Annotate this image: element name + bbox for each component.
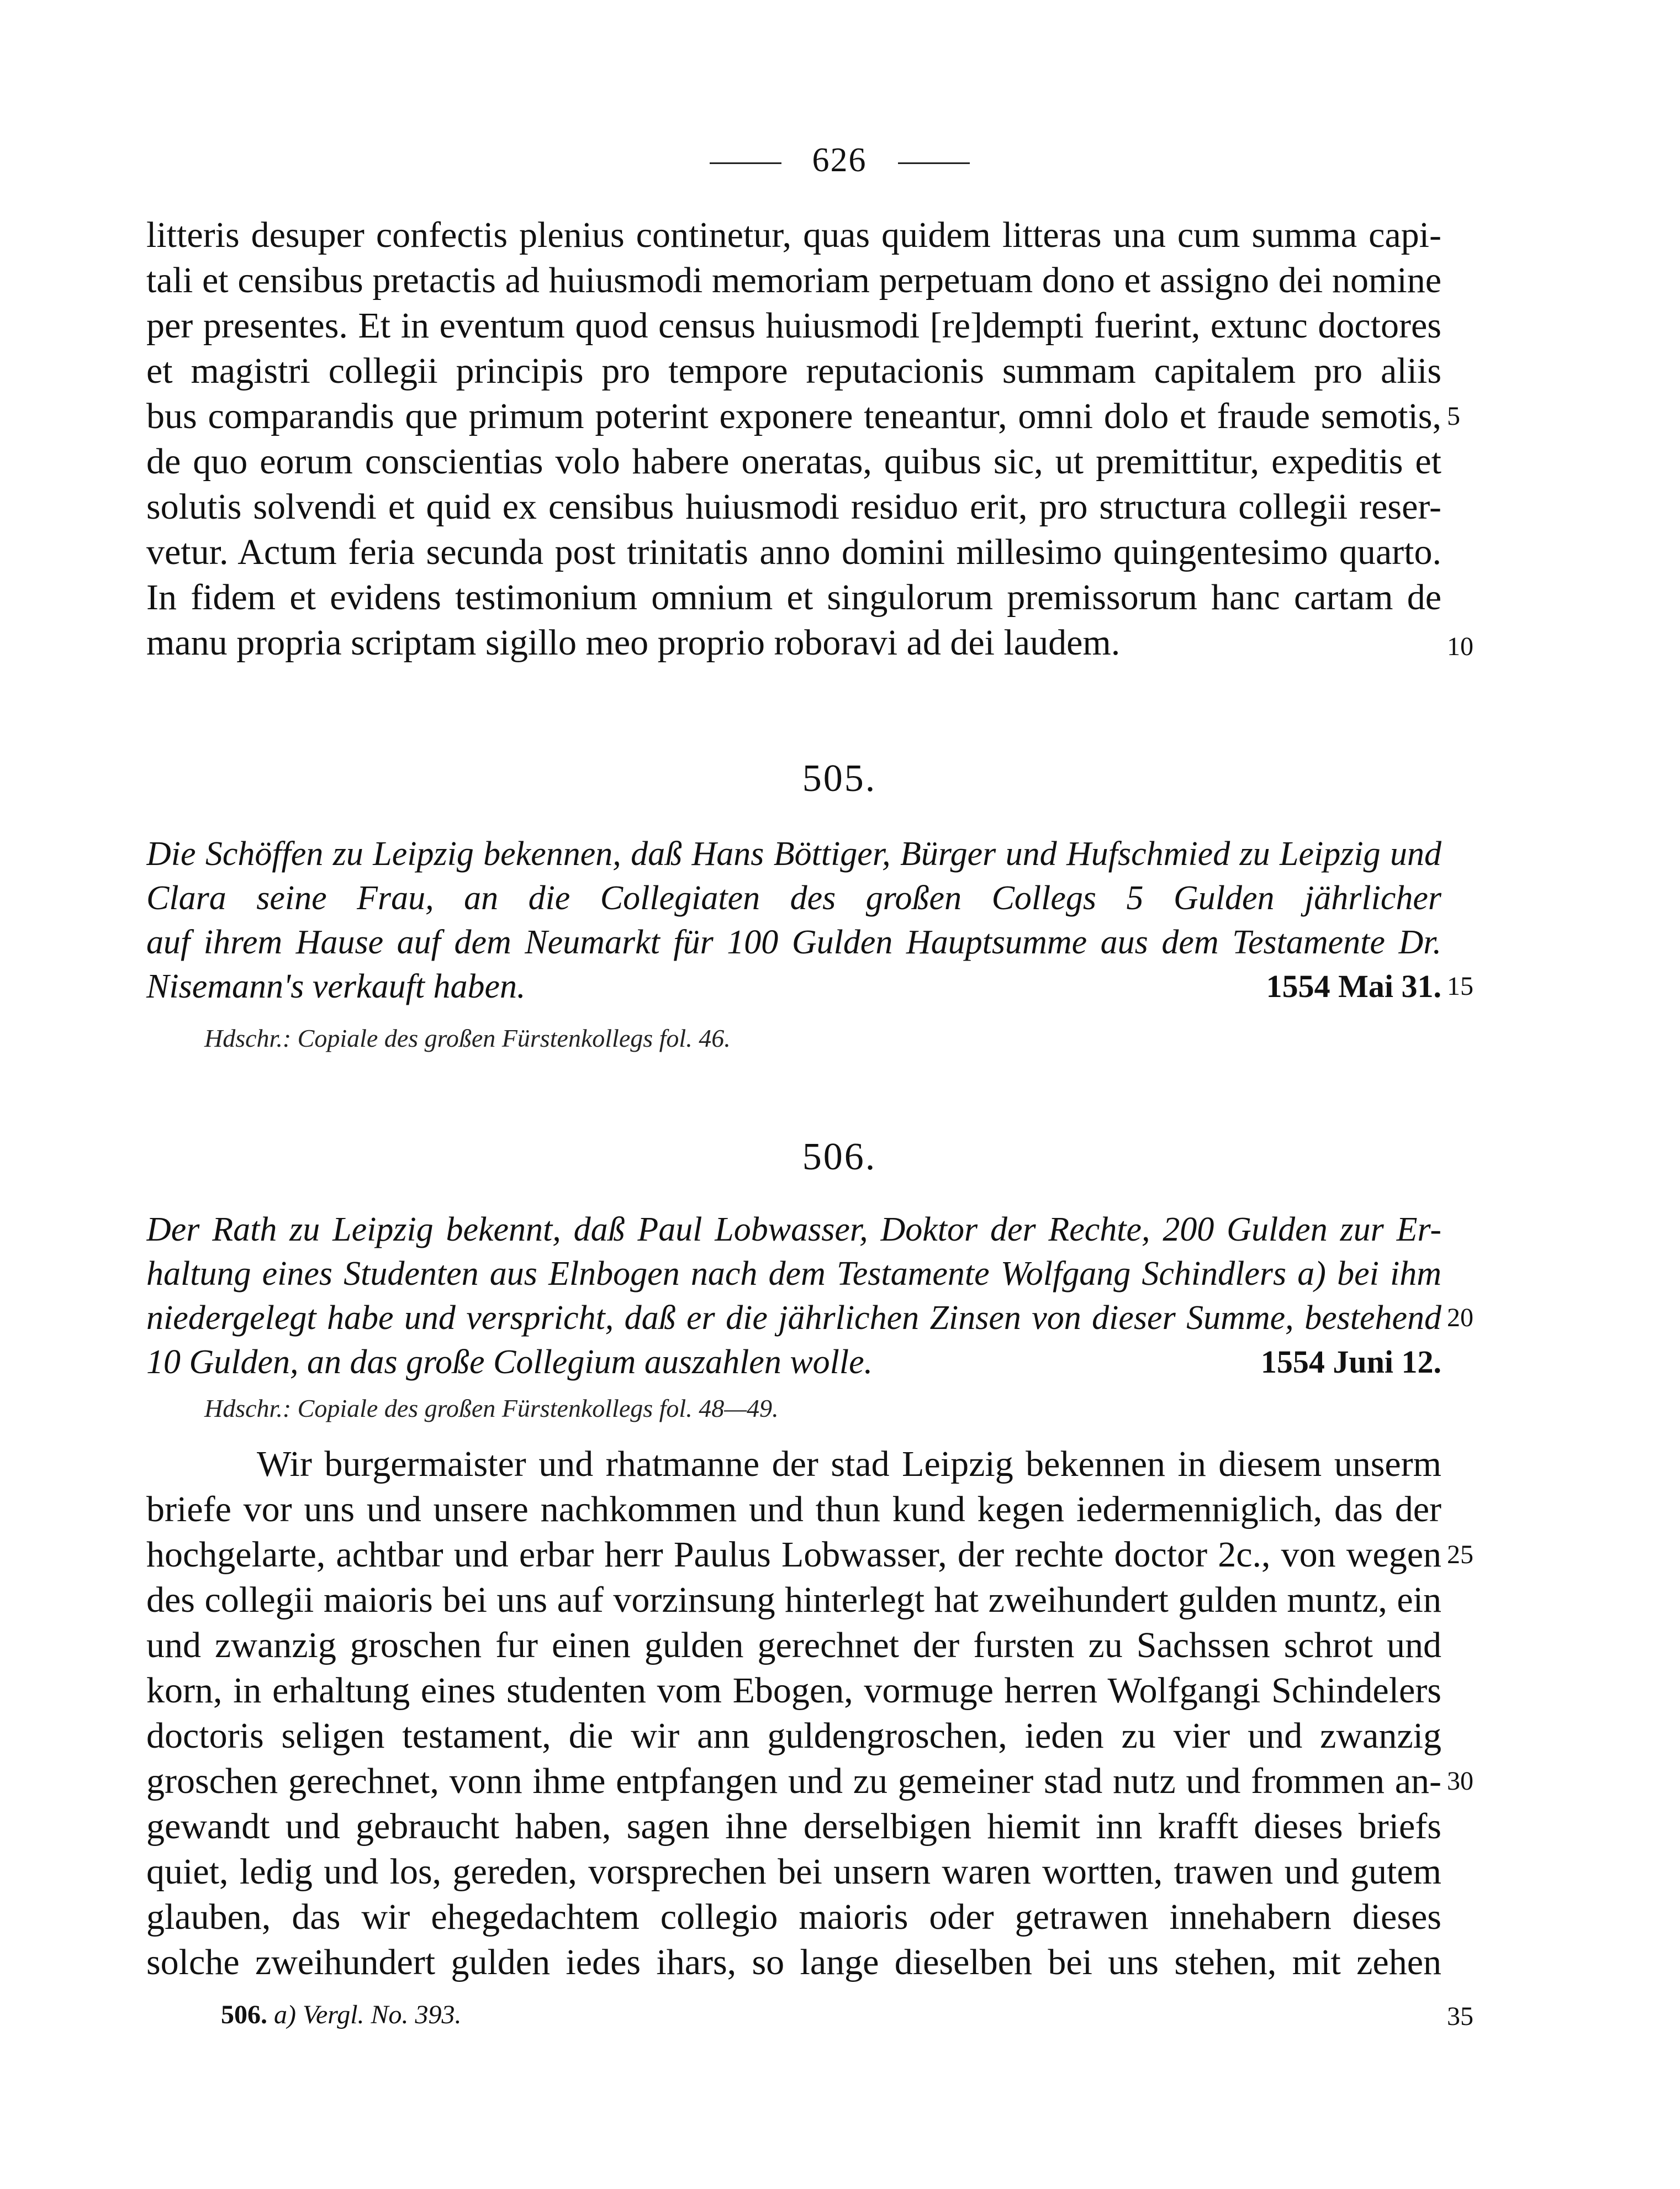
body-line: bus comparandis que primum poterint exponere teneantur, omni dolo et fraude semotis, xyxy=(146,396,1441,436)
body-line: solutis solvendi et quid ex censibus huiusmodi residuo erit, pro structura collegii reser- xyxy=(146,487,1441,527)
body-line: groschen gerechnet, vonn ihme entpfangen und zu gemeiner stad nutz und frommen an- xyxy=(146,1761,1441,1801)
body-line: vetur. Actum feria secunda post trinitatis anno domini millesimo quingentesimo quarto. xyxy=(146,532,1441,572)
body-line: und zwanzig groschen fur einen gulden gerechnet der fursten zu Sachssen schrot und xyxy=(146,1625,1441,1665)
line-number: 35 xyxy=(1447,2002,1473,2031)
body-line: korn, in erhaltung eines studenten vom Ebogen, vormuge herren Wolfgangi Schindelers xyxy=(146,1670,1441,1711)
body-line: doctoris seligen testament, die wir ann guldengroschen, ieden zu vier und zwanzig xyxy=(146,1716,1441,1756)
source-note: Hdschr.: Copiale des großen Fürstenkollegs fol. 48—49. xyxy=(204,1394,779,1422)
body-line: de quo eorum conscientias volo habere oneratas, quibus sic, ut premittitur, expeditis et xyxy=(146,441,1441,482)
summary-line: Der Rath zu Leipzig bekennt, daß Paul Lobwasser, Doktor der Rechte, 200 Gulden zur Er- xyxy=(146,1211,1441,1248)
document-number-505: 505. xyxy=(802,757,877,800)
summary-line: Clara seine Frau, an die Collegiaten des großen Collegs 5 Gulden jährlicher xyxy=(146,879,1441,917)
body-line: In fidem et evidens testimonium omnium et singulorum premissorum hanc cartam de xyxy=(146,577,1441,618)
line-number: 10 xyxy=(1447,632,1473,661)
page-number: 626 xyxy=(641,141,1038,180)
summary-line: auf ihrem Hause auf dem Neumarkt für 100 Gulden Hauptsumme aus dem Testamente Dr. xyxy=(146,924,1441,961)
summary-line: Nisemann's verkauft haben. 1554 Mai 31. xyxy=(146,964,1441,1009)
source-note: Hdschr.: Copiale des großen Fürstenkollegs fol. 46. xyxy=(204,1024,731,1052)
line-number: 5 xyxy=(1447,402,1460,431)
page-number-rule-right xyxy=(898,162,970,164)
body-line: manu propria scriptam sigillo meo proprio roboravi ad dei laudem. xyxy=(146,623,1121,663)
line-number: 15 xyxy=(1447,972,1473,1001)
summary-line: 10 Gulden, an das große Collegium auszahlen wolle. 1554 Juni 12. xyxy=(146,1339,1441,1385)
footnote xyxy=(221,2000,462,2030)
line-number: 25 xyxy=(1447,1540,1473,1569)
line-number: 30 xyxy=(1447,1766,1473,1796)
body-line: et magistri collegii principis pro tempore reputacionis summam capitalem pro aliis xyxy=(146,351,1441,391)
body-line: tali et censibus pretactis ad huiusmodi memoriam perpetuam dono et assigno dei nomine xyxy=(146,260,1441,300)
body-line: Wir burgermaister und rhatmanne der stad Leipzig bekennen in diesem unserm xyxy=(257,1444,1441,1484)
document-number-506: 506. xyxy=(802,1136,877,1178)
body-line: per presentes. Et in eventum quod census huiusmodi [re]dempti fuerint, extunc doctores xyxy=(146,305,1441,346)
summary-line: haltung eines Studenten aus Elnbogen nach dem Testamente Wolfgang Schindlers a) bei ihm xyxy=(146,1255,1441,1293)
summary-line: niedergelegt habe und verspricht, daß er die jährlichen Zinsen von dieser Summe, bestehend xyxy=(146,1299,1441,1337)
body-line: hochgelarte, achtbar und erbar herr Paulus Lobwasser, der rechte doctor 2c., von wegen xyxy=(146,1534,1441,1575)
line-number: 20 xyxy=(1447,1303,1473,1332)
body-line: quiet, ledig und los, gereden, vorsprechen bei unsern waren wortten, trawen und gutem xyxy=(146,1852,1441,1892)
footnote-text: a) Vergl. No. 393. xyxy=(274,2000,462,2029)
summary-line: Die Schöffen zu Leipzig bekennen, daß Hans Böttiger, Bürger und Hufschmied zu Leipzig und xyxy=(146,835,1441,873)
document-date: 1554 Juni 12. xyxy=(1260,1344,1441,1380)
body-line: gewandt und gebraucht haben, sagen ihne derselbigen hiemit inn krafft dieses briefs xyxy=(146,1806,1441,1847)
body-line: litteris desuper confectis plenius continetur, quas quidem litteras una cum summa capi- xyxy=(146,215,1441,255)
document-date: 1554 Mai 31. xyxy=(1266,968,1441,1004)
page-number-rule-left xyxy=(710,162,781,164)
body-line: solche zweihundert gulden iedes ihars, so lange dieselben bei uns stehen, mit zehen xyxy=(146,1942,1441,1982)
footnote-label: 506. xyxy=(221,2000,267,2029)
body-line: briefe vor uns und unsere nachkommen und thun kund kegen iedermenniglich, das der xyxy=(146,1489,1441,1529)
body-line: glauben, das wir ehegedachtem collegio maioris oder getrawen innehabern dieses xyxy=(146,1897,1441,1937)
body-line: des collegii maioris bei uns auf vorzinsung hinterlegt hat zweihundert gulden muntz, ein xyxy=(146,1580,1441,1620)
